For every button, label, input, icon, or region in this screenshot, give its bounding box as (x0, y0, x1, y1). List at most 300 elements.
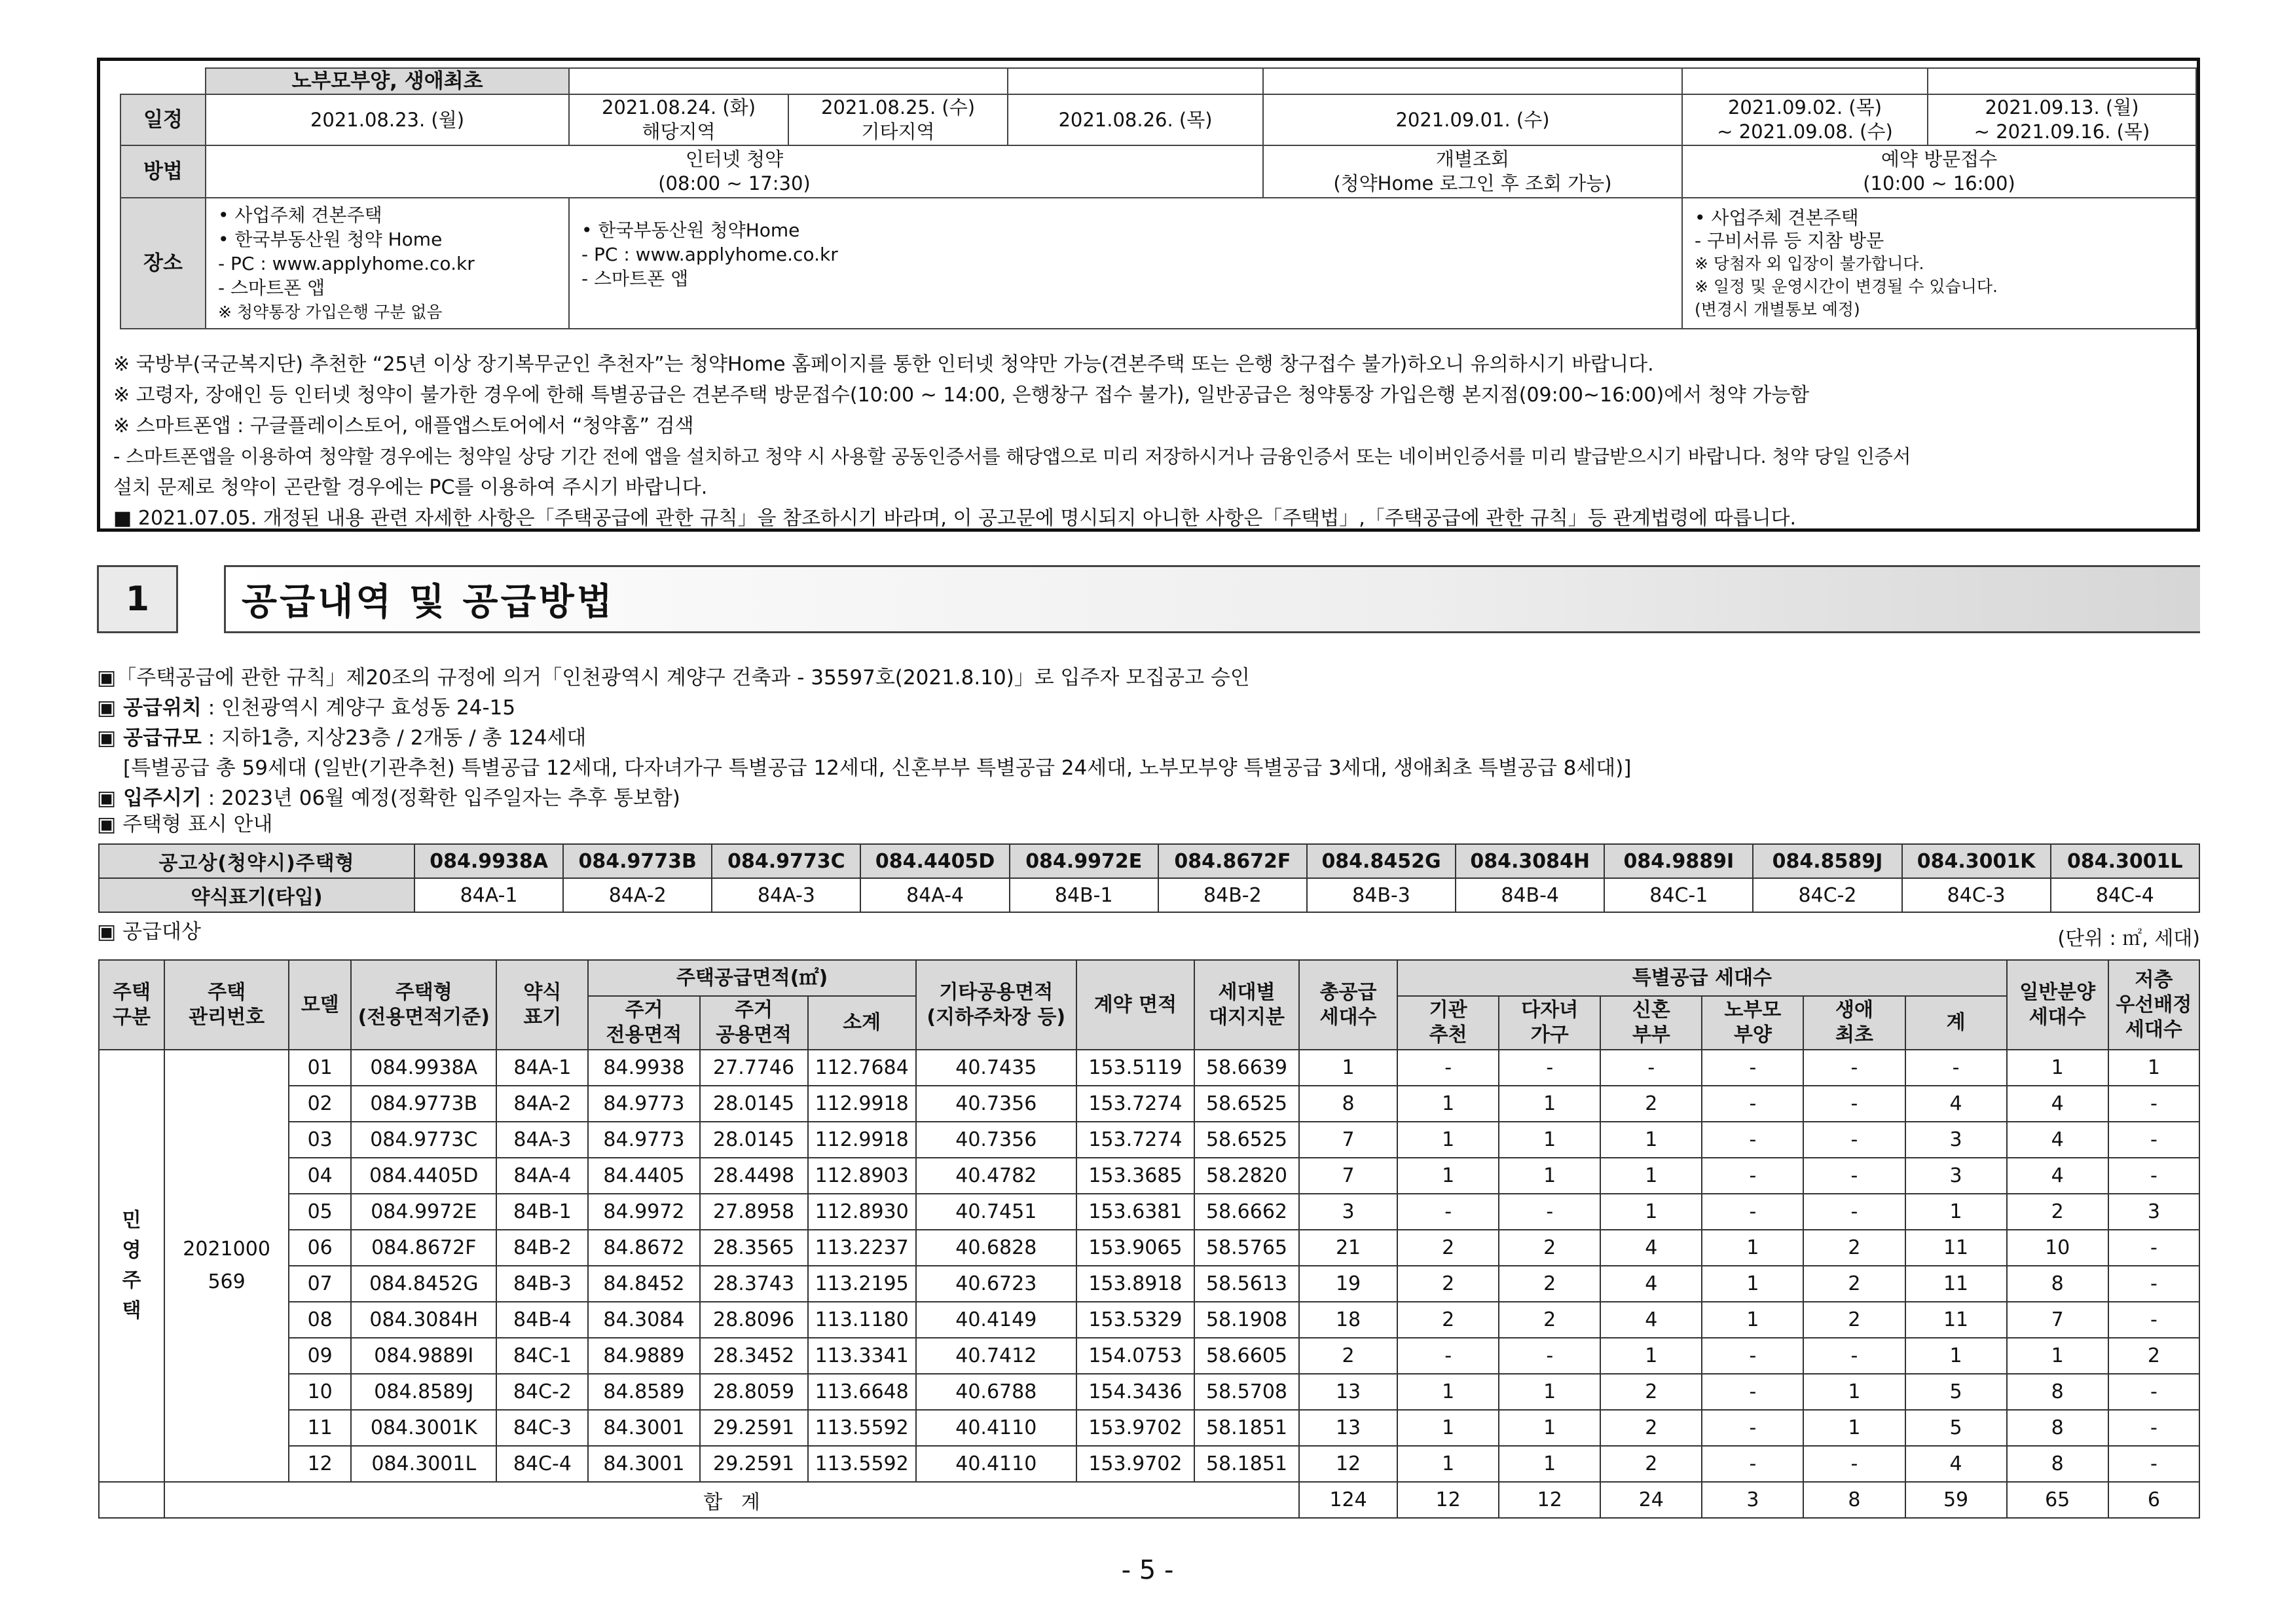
date-6: 2021.09.02. (목) ~ 2021.09.08. (수) (1682, 94, 1928, 145)
table-cell: 084.9773C (351, 1122, 496, 1158)
short-cell: 84C-4 (2051, 878, 2199, 912)
table-cell: 1 (1397, 1410, 1499, 1446)
hdr-common: 주거 공용면적 (700, 996, 808, 1050)
table-cell: 7 (1299, 1122, 1397, 1158)
table-cell: 40.7451 (916, 1194, 1076, 1230)
table-cell: 11 (289, 1410, 351, 1446)
table-cell: 1 (1499, 1086, 1600, 1122)
table-cell: 112.8930 (808, 1194, 916, 1230)
table-cell: 1 (1499, 1446, 1600, 1482)
table-cell: 112.8903 (808, 1158, 916, 1194)
table-cell: 27.8958 (700, 1194, 808, 1230)
table-cell: 84.9773 (588, 1122, 699, 1158)
hdr-inst: 기관 추천 (1397, 996, 1499, 1050)
hdr-newly: 신혼 부부 (1600, 996, 1702, 1050)
table-cell: 112.7684 (808, 1050, 916, 1086)
total-label: 합 계 (164, 1482, 1299, 1518)
table-cell: 58.5765 (1194, 1230, 1299, 1266)
table-cell: 8 (2007, 1266, 2108, 1302)
table-cell: 1 (2007, 1050, 2108, 1086)
notice-line: ※ 국방부(국군복지단) 추천한 “25년 이상 장기복무군인 추천자”는 청약Home 홈페이지를 통한 인터넷 청약만 가능(견본주택 또는 은행 창구접수 불가)하오니 유의하시기 바랍니다. (113, 353, 1654, 376)
table-cell: 112.9918 (808, 1086, 916, 1122)
table-cell: 1 (1397, 1446, 1499, 1482)
table-cell: 2 (1600, 1086, 1702, 1122)
hdr-exclusive: 주거 전용면적 (588, 996, 699, 1050)
table-cell: - (2108, 1446, 2199, 1482)
table-cell: 7 (2007, 1302, 2108, 1338)
table-cell: 28.4498 (700, 1158, 808, 1194)
table-cell: 84.3001 (588, 1446, 699, 1482)
table-row (99, 1338, 2199, 1374)
type-cell: 084.4405D (860, 844, 1009, 878)
table-cell: 58.6639 (1194, 1050, 1299, 1086)
hdr-sp-total: 계 (1905, 996, 2007, 1050)
type-cell: 084.9938A (414, 844, 563, 878)
table-cell: 01 (289, 1050, 351, 1086)
table-cell: 28.3452 (700, 1338, 808, 1374)
type-cell: 084.8589J (1753, 844, 1901, 878)
table-cell: - (1397, 1338, 1499, 1374)
table-cell: 5 (1905, 1374, 2007, 1410)
table-cell: 2 (1499, 1266, 1600, 1302)
table-cell: 10 (289, 1374, 351, 1410)
table-cell: 1 (1499, 1410, 1600, 1446)
total-cell: 12 (1397, 1482, 1499, 1518)
schedule-label-place: 장소 (120, 198, 206, 329)
table-cell: 29.2591 (700, 1410, 808, 1446)
table-cell: 084.3001L (351, 1446, 496, 1482)
short-cell: 84A-2 (563, 878, 712, 912)
schedule-table (120, 67, 2197, 329)
table-cell: 84.9889 (588, 1338, 699, 1374)
table-cell: 84B-1 (496, 1194, 588, 1230)
table-cell: 7 (1299, 1158, 1397, 1194)
table-cell: - (1702, 1338, 1803, 1374)
table-cell: 40.6723 (916, 1266, 1076, 1302)
table-row (99, 1266, 2199, 1302)
page-number: - 5 - (1121, 1555, 1174, 1585)
table-cell: 40.4782 (916, 1158, 1076, 1194)
type-guide-label: ▣ 주택형 표시 안내 (97, 813, 273, 836)
total-cell: 12 (1499, 1482, 1600, 1518)
table-cell: 153.3685 (1076, 1158, 1194, 1194)
total-cell: 3 (1702, 1482, 1803, 1518)
short-cell: 84A-3 (712, 878, 860, 912)
table-cell: 84C-4 (496, 1446, 588, 1482)
unit-note: (단위 : ㎡, 세대) (2057, 927, 2200, 950)
table-cell: 84.9972 (588, 1194, 699, 1230)
table-cell: 2 (1299, 1338, 1397, 1374)
table-cell: - (1702, 1086, 1803, 1122)
table-cell: 58.6662 (1194, 1194, 1299, 1230)
table-cell: 58.6605 (1194, 1338, 1299, 1374)
table-cell: 12 (1299, 1446, 1397, 1482)
table-row (99, 1446, 2199, 1482)
total-cell: 124 (1299, 1482, 1397, 1518)
table-cell: 1 (1803, 1374, 1905, 1410)
table-cell: 1 (1397, 1374, 1499, 1410)
table-cell: 4 (2007, 1122, 2108, 1158)
table-cell: 084.3084H (351, 1302, 496, 1338)
total-cell: 24 (1600, 1482, 1702, 1518)
table-cell: 113.1180 (808, 1302, 916, 1338)
table-cell: 4 (1600, 1230, 1702, 1266)
table-cell: 58.5613 (1194, 1266, 1299, 1302)
hdr-model: 모델 (289, 960, 351, 1050)
notice-line: ※ 스마트폰앱 : 구글플레이스토어, 애플앱스토어에서 “청약홈” 검색 (113, 415, 694, 437)
table-cell: 58.2820 (1194, 1158, 1299, 1194)
table-cell: 2 (1600, 1410, 1702, 1446)
section-title: 공급내역 및 공급방법 (224, 565, 2200, 633)
table-cell: 1 (1702, 1230, 1803, 1266)
table-cell: 27.7746 (700, 1050, 808, 1086)
table-cell: 8 (2007, 1410, 2108, 1446)
type-table (98, 843, 2200, 913)
table-cell: - (2108, 1266, 2199, 1302)
table-cell: 4 (1600, 1302, 1702, 1338)
table-cell: 153.7274 (1076, 1122, 1194, 1158)
table-row (99, 1122, 2199, 1158)
table-cell: 58.1851 (1194, 1446, 1299, 1482)
total-cell: 8 (1803, 1482, 1905, 1518)
table-cell: 1 (1499, 1158, 1600, 1194)
short-cell: 84B-3 (1307, 878, 1456, 912)
schedule-label-date: 일정 (120, 94, 206, 145)
table-cell: 1 (1397, 1122, 1499, 1158)
table-cell: 84A-3 (496, 1122, 588, 1158)
table-cell: 09 (289, 1338, 351, 1374)
table-row (99, 1086, 2199, 1122)
table-cell: 084.8672F (351, 1230, 496, 1266)
hdr-low-priority: 저층 우선배정 세대수 (2108, 960, 2199, 1050)
table-cell: 28.8096 (700, 1302, 808, 1338)
table-cell: 40.4110 (916, 1446, 1076, 1482)
hdr-short: 약식 표기 (496, 960, 588, 1050)
table-cell: - (1702, 1374, 1803, 1410)
type-cell: 084.3001K (1902, 844, 2051, 878)
table-cell: 113.5592 (808, 1446, 916, 1482)
table-cell: 153.9065 (1076, 1230, 1194, 1266)
table-cell: - (1702, 1158, 1803, 1194)
table-cell: 084.9773B (351, 1086, 496, 1122)
supply-table (98, 959, 2200, 1519)
table-cell: 153.9702 (1076, 1446, 1194, 1482)
table-cell: 113.6648 (808, 1374, 916, 1410)
table-cell: - (1702, 1050, 1803, 1086)
type-cell: 084.8672F (1158, 844, 1307, 878)
table-cell: - (1905, 1050, 2007, 1086)
table-cell: 1 (2007, 1338, 2108, 1374)
table-cell: 084.8452G (351, 1266, 496, 1302)
table-cell: 40.7435 (916, 1050, 1076, 1086)
table-cell: 58.6525 (1194, 1122, 1299, 1158)
table-cell: 84.3084 (588, 1302, 699, 1338)
mgmt-no-cell: 2021000 569 (164, 1050, 289, 1482)
move-in-line: ▣ 입주시기 : 2023년 06월 예정(정확한 입주일자는 추후 통보함) (97, 786, 680, 810)
table-cell: 2 (2007, 1194, 2108, 1230)
table-cell: 4 (2007, 1158, 2108, 1194)
section-number: 1 (97, 565, 178, 633)
notice-line: ※ 고령자, 장애인 등 인터넷 청약이 불가한 경우에 한해 특별공급은 견본주택 방문접수(10:00 ~ 14:00, 은행창구 접수 불가), 일반공급은 청약통장 가입은행 본지점(09:00~16:00)에서 청약 가능함 (113, 384, 1810, 407)
table-cell: - (1499, 1050, 1600, 1086)
table-cell: 2 (1803, 1302, 1905, 1338)
date-3: 2021.08.25. (수) 기타지역 (788, 94, 1008, 145)
table-row (99, 1410, 2199, 1446)
table-cell: - (2108, 1086, 2199, 1122)
place-2: • 한국부동산원 청약Home - PC : www.applyhome.co.kr - 스마트폰 앱 (569, 198, 1682, 329)
table-cell: 84C-3 (496, 1410, 588, 1446)
table-cell: 40.7412 (916, 1338, 1076, 1374)
table-cell: 113.3341 (808, 1338, 916, 1374)
table-cell: 10 (2007, 1230, 2108, 1266)
short-cell: 84C-2 (1753, 878, 1901, 912)
table-cell: - (1803, 1194, 1905, 1230)
table-cell: 58.6525 (1194, 1086, 1299, 1122)
table-cell: 05 (289, 1194, 351, 1230)
table-cell: 2 (1499, 1302, 1600, 1338)
hdr-general: 일반분양 세대수 (2007, 960, 2108, 1050)
table-cell: - (2108, 1302, 2199, 1338)
table-cell: 13 (1299, 1410, 1397, 1446)
table-cell: 153.8918 (1076, 1266, 1194, 1302)
table-cell: - (1499, 1338, 1600, 1374)
table-cell: 12 (289, 1446, 351, 1482)
date-4: 2021.08.26. (목) (1008, 94, 1263, 145)
table-cell: 02 (289, 1086, 351, 1122)
table-cell: 084.4405D (351, 1158, 496, 1194)
table-cell: 2 (1397, 1230, 1499, 1266)
table-cell: 1 (1600, 1122, 1702, 1158)
table-cell: 28.8059 (700, 1374, 808, 1410)
special-line: [특별공급 총 59세대 (일반(기관추천) 특별공급 12세대, 다자녀가구 특별공급 12세대, 신혼부부 특별공급 24세대, 노부모부양 특별공급 3세대, 생애최초 특별공급 8세대)] (123, 756, 1632, 780)
hdr-subtotal: 소계 (808, 996, 916, 1050)
table-cell: 1 (1299, 1050, 1397, 1086)
table-cell: - (1803, 1338, 1905, 1374)
table-cell: 2 (1397, 1266, 1499, 1302)
table-cell: 154.0753 (1076, 1338, 1194, 1374)
table-cell: 06 (289, 1230, 351, 1266)
schedule-box (97, 58, 2200, 532)
table-cell: 18 (1299, 1302, 1397, 1338)
table-row (99, 1194, 2199, 1230)
table-cell: 8 (2007, 1374, 2108, 1410)
place-3: • 사업주체 견본주택 - 구비서류 등 지참 방문 ※ 당첨자 외 입장이 불가합니다. ※ 일정 및 운영시간이 변경될 수 있습니다. (변경시 개별통보 예정) (1682, 198, 2196, 329)
table-cell: 1 (1905, 1338, 2007, 1374)
table-cell: 084.9972E (351, 1194, 496, 1230)
table-cell: 84.4405 (588, 1158, 699, 1194)
table-row (99, 1302, 2199, 1338)
table-cell: 2 (1803, 1230, 1905, 1266)
table-cell: 113.5592 (808, 1410, 916, 1446)
table-cell: - (1600, 1050, 1702, 1086)
table-cell: 08 (289, 1302, 351, 1338)
hdr-total-units: 총공급 세대수 (1299, 960, 1397, 1050)
table-cell: - (2108, 1374, 2199, 1410)
table-cell: 84.3001 (588, 1410, 699, 1446)
type-cell: 084.3001L (2051, 844, 2199, 878)
table-cell: 4 (2007, 1086, 2108, 1122)
table-row (99, 1158, 2199, 1194)
short-cell: 84C-3 (1902, 878, 2051, 912)
table-cell: 084.9889I (351, 1338, 496, 1374)
table-cell: 1 (1702, 1302, 1803, 1338)
hdr-mgmt-no: 주택 관리번호 (164, 960, 289, 1050)
table-cell: 153.5329 (1076, 1302, 1194, 1338)
type-cell: 084.9773C (712, 844, 860, 878)
approval-line: ▣「주택공급에 관한 규칙」제20조의 규정에 의거「인천광역시 계양구 건축과 - 35597호(2021.8.10)」로 입주자 모집공고 승인 (97, 666, 1250, 690)
table-cell: 2 (2108, 1338, 2199, 1374)
total-cell: 59 (1905, 1482, 2007, 1518)
table-cell: - (1397, 1050, 1499, 1086)
date-5: 2021.09.01. (수) (1263, 94, 1682, 145)
notice-line: ■ 2021.07.05. 개정된 내용 관련 자세한 사항은「주택공급에 관한 규칙」을 참조하시기 바라며, 이 공고문에 명시되지 아니한 사항은「주택법」,「주택공급에 관한 규칙」등 관계법령에 따릅니다. (113, 507, 1797, 530)
table-cell: 2 (1803, 1266, 1905, 1302)
table-cell: 84B-3 (496, 1266, 588, 1302)
hdr-other-common: 기타공용면적 (지하주차장 등) (916, 960, 1076, 1050)
table-cell: 1 (1499, 1122, 1600, 1158)
table-cell: 40.6828 (916, 1230, 1076, 1266)
table-cell: 1 (2108, 1050, 2199, 1086)
table-cell: 113.2195 (808, 1266, 916, 1302)
short-cell: 84C-1 (1604, 878, 1753, 912)
table-cell: 8 (2007, 1446, 2108, 1482)
notice-line: - 스마트폰앱을 이용하여 청약할 경우에는 청약일 상당 기간 전에 앱을 설치하고 청약 시 사용할 공동인증서를 해당앱으로 미리 저장하시거나 금융인증서 또는 네이버인증서를 미리 발급받으시기 바랍니다. 청약 당일 인증서 (113, 445, 1911, 468)
table-cell: 19 (1299, 1266, 1397, 1302)
table-cell: 28.3565 (700, 1230, 808, 1266)
type-cell: 084.8452G (1307, 844, 1456, 878)
table-cell: - (1702, 1122, 1803, 1158)
location-line: ▣ 공급위치 : 인천광역시 계양구 효성동 24-15 (97, 696, 516, 720)
type-cell: 084.9889I (1604, 844, 1753, 878)
table-cell: 40.7356 (916, 1122, 1076, 1158)
table-cell: 84.8672 (588, 1230, 699, 1266)
table-cell: - (2108, 1158, 2199, 1194)
hdr-type: 주택형 (전용면적기준) (351, 960, 496, 1050)
total-cell: 6 (2108, 1482, 2199, 1518)
table-cell: 153.9702 (1076, 1410, 1194, 1446)
date-1: 2021.08.23. (월) (206, 94, 569, 145)
table-cell: 4 (1600, 1266, 1702, 1302)
table-cell: 40.4149 (916, 1302, 1076, 1338)
hdr-contract: 계약 면적 (1076, 960, 1194, 1050)
table-cell: 21 (1299, 1230, 1397, 1266)
table-cell: 1 (1803, 1410, 1905, 1446)
table-cell: 11 (1905, 1266, 2007, 1302)
table-cell: 84A-2 (496, 1086, 588, 1122)
house-kind-cell: 민 영 주 택 (99, 1050, 164, 1482)
table-cell: 2 (1600, 1374, 1702, 1410)
table-cell: 04 (289, 1158, 351, 1194)
table-cell: 1 (1702, 1266, 1803, 1302)
type-table-head2: 약식표기(타입) (99, 878, 414, 912)
type-cell: 084.3084H (1456, 844, 1604, 878)
table-cell: 113.2237 (808, 1230, 916, 1266)
table-cell: - (1803, 1086, 1905, 1122)
table-cell: - (1499, 1194, 1600, 1230)
hdr-first: 생애 최초 (1803, 996, 1905, 1050)
table-cell: 84A-1 (496, 1050, 588, 1086)
scale-line: ▣ 공급규모 : 지하1층, 지상23층 / 2개동 / 총 124세대 (97, 726, 587, 750)
table-cell: 1 (1397, 1086, 1499, 1122)
schedule-label-method: 방법 (120, 145, 206, 198)
table-cell: - (2108, 1230, 2199, 1266)
table-cell: - (1397, 1194, 1499, 1230)
table-cell: 58.1908 (1194, 1302, 1299, 1338)
hdr-house-kind: 주택 구분 (99, 960, 164, 1050)
table-cell: - (1702, 1410, 1803, 1446)
table-row (99, 1374, 2199, 1410)
type-table-head1: 공고상(청약시)주택형 (99, 844, 414, 878)
total-cell: 65 (2007, 1482, 2108, 1518)
table-cell: 2 (1600, 1446, 1702, 1482)
hdr-multi: 다자녀 가구 (1499, 996, 1600, 1050)
hdr-special-group: 특별공급 세대수 (1397, 960, 2007, 996)
table-cell: 84B-2 (496, 1230, 588, 1266)
table-cell: 4 (1905, 1086, 2007, 1122)
table-cell: 3 (1905, 1158, 2007, 1194)
table-cell: 03 (289, 1122, 351, 1158)
table-cell: 084.8589J (351, 1374, 496, 1410)
table-cell: 84A-4 (496, 1158, 588, 1194)
table-cell: 1 (1397, 1158, 1499, 1194)
short-cell: 84B-2 (1158, 878, 1307, 912)
table-cell: 84.8589 (588, 1374, 699, 1410)
short-cell: 84B-1 (1010, 878, 1158, 912)
table-cell: 40.4110 (916, 1410, 1076, 1446)
method-internet: 인터넷 청약 (08:00 ~ 17:30) (206, 145, 1263, 198)
table-cell: - (2108, 1122, 2199, 1158)
date-2: 2021.08.24. (화) 해당지역 (569, 94, 788, 145)
table-cell: 40.6788 (916, 1374, 1076, 1410)
table-cell: 084.9938A (351, 1050, 496, 1086)
short-cell: 84A-4 (860, 878, 1009, 912)
table-cell: 3 (2108, 1194, 2199, 1230)
table-cell: 3 (1905, 1122, 2007, 1158)
table-cell: 1 (1600, 1338, 1702, 1374)
hdr-land: 세대별 대지지분 (1194, 960, 1299, 1050)
table-cell: - (1702, 1194, 1803, 1230)
hdr-elder: 노부모 부양 (1702, 996, 1803, 1050)
table-cell: 28.3743 (700, 1266, 808, 1302)
table-cell: 2 (1397, 1302, 1499, 1338)
type-cell: 084.9773B (563, 844, 712, 878)
table-cell: 11 (1905, 1302, 2007, 1338)
table-cell: 28.0145 (700, 1122, 808, 1158)
table-cell: 11 (1905, 1230, 2007, 1266)
place-1: • 사업주체 견본주택 • 한국부동산원 청약 Home - PC : www.applyhome.co.kr - 스마트폰 앱 ※ 청약통장 가입은행 구분 없음 (206, 198, 569, 329)
table-cell: 112.9918 (808, 1122, 916, 1158)
table-cell: 84.9773 (588, 1086, 699, 1122)
total-blank-cell (99, 1482, 164, 1518)
table-cell: 58.5708 (1194, 1374, 1299, 1410)
table-cell: 1 (1600, 1158, 1702, 1194)
type-cell: 084.9972E (1010, 844, 1158, 878)
table-row (99, 1230, 2199, 1266)
hdr-area-group: 주택공급면적(㎡) (588, 960, 915, 996)
table-cell: 13 (1299, 1374, 1397, 1410)
table-cell: 084.3001K (351, 1410, 496, 1446)
table-cell: 07 (289, 1266, 351, 1302)
table-cell: 84.8452 (588, 1266, 699, 1302)
table-cell: - (1803, 1050, 1905, 1086)
table-cell: 1 (1905, 1194, 2007, 1230)
table-cell: - (1702, 1446, 1803, 1482)
table-cell: 84B-4 (496, 1302, 588, 1338)
table-cell: - (1803, 1122, 1905, 1158)
table-cell: 1 (1600, 1194, 1702, 1230)
table-cell: 84.9938 (588, 1050, 699, 1086)
short-cell: 84B-4 (1456, 878, 1604, 912)
